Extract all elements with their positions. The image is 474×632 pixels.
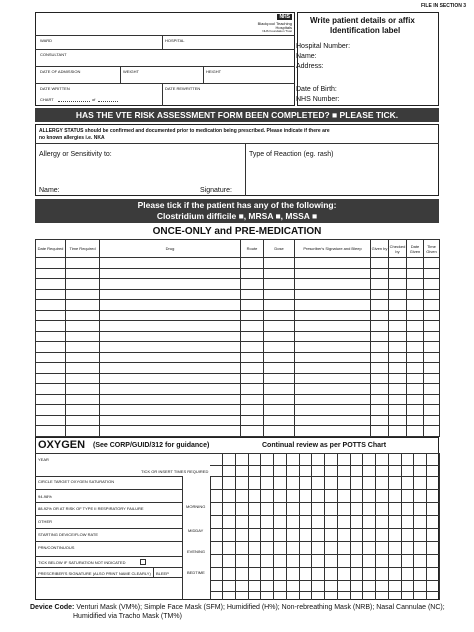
- once-only-cell[interactable]: [66, 405, 100, 416]
- once-only-cell[interactable]: [371, 331, 389, 342]
- once-only-cell[interactable]: [407, 310, 424, 321]
- once-only-cell[interactable]: [100, 405, 241, 416]
- once-only-cell[interactable]: [295, 310, 371, 321]
- once-only-cell[interactable]: [241, 310, 264, 321]
- oxygen-grid-row-line: [210, 476, 439, 477]
- header-prescriber: Prescriber's Signature and Bleep: [295, 240, 371, 258]
- once-only-cell[interactable]: [264, 352, 295, 363]
- once-only-cell[interactable]: [36, 426, 66, 437]
- oxygen-grid-row-line: [210, 554, 439, 555]
- once-only-cell[interactable]: [389, 426, 407, 437]
- once-only-row: [36, 289, 440, 300]
- once-only-cell[interactable]: [371, 300, 389, 311]
- once-only-cell[interactable]: [264, 331, 295, 342]
- oxygen-left-rows: [35, 476, 182, 600]
- allergy-status-line2: no known allergies i.e. NKA: [39, 135, 105, 141]
- once-only-cell[interactable]: [424, 426, 440, 437]
- once-only-cell[interactable]: [66, 394, 100, 405]
- weight-field[interactable]: WEIGHT: [123, 69, 139, 74]
- once-only-cell[interactable]: [241, 384, 264, 395]
- once-only-cell[interactable]: [100, 363, 241, 374]
- once-only-cell[interactable]: [389, 258, 407, 269]
- once-only-cell[interactable]: [371, 342, 389, 353]
- once-only-cell[interactable]: [100, 426, 241, 437]
- device-code-line1: Venturi Mask (VM%); Simple Face Mask (SFM); Humidified (H%); Non-rebreathing Mask (NRB); Nasal Cannulae (NC);: [76, 604, 445, 611]
- once-only-cell[interactable]: [36, 363, 66, 374]
- once-only-cell[interactable]: [389, 331, 407, 342]
- once-only-cell[interactable]: [36, 300, 66, 311]
- once-only-cell[interactable]: [36, 352, 66, 363]
- once-only-cell[interactable]: [36, 279, 66, 290]
- oxygen-row-starting-device[interactable]: STARTING DEVICE/FLOW RATE: [38, 532, 99, 537]
- device-code-line2: Humidified via Tracho Mask (TM%): [73, 613, 182, 620]
- once-only-table: [35, 239, 439, 437]
- once-only-cell[interactable]: [66, 310, 100, 321]
- once-only-cell[interactable]: [295, 300, 371, 311]
- once-only-cell[interactable]: [407, 363, 424, 374]
- oxygen-row-not-indicated: TICK BELOW IF SATURATION NOT INDICATED: [38, 560, 126, 565]
- oxygen-grid-row-line: [210, 453, 439, 454]
- once-only-cell[interactable]: [241, 289, 264, 300]
- once-only-cell[interactable]: [389, 394, 407, 405]
- once-only-cell[interactable]: [407, 426, 424, 437]
- once-only-cell[interactable]: [424, 384, 440, 395]
- once-only-row: [36, 258, 440, 269]
- infection-banner: [35, 199, 439, 223]
- header-drug: Drug: [100, 240, 241, 258]
- once-only-cell[interactable]: [407, 268, 424, 279]
- once-only-cell[interactable]: [389, 310, 407, 321]
- nhs-number-label: NHS Number:: [296, 96, 340, 103]
- header-given-by: Given by: [371, 240, 389, 258]
- oxygen-row-94-98[interactable]: 94-98%: [38, 494, 52, 499]
- once-only-cell[interactable]: [371, 268, 389, 279]
- once-only-cell[interactable]: [66, 268, 100, 279]
- once-only-cell[interactable]: [407, 300, 424, 311]
- once-only-cell[interactable]: [241, 426, 264, 437]
- logo-trust-line2: Hospitals: [275, 25, 292, 30]
- once-only-cell[interactable]: [407, 321, 424, 332]
- once-only-cell[interactable]: [407, 415, 424, 426]
- date-rewritten-field[interactable]: DATE REWRITTEN: [165, 86, 201, 91]
- once-only-cell[interactable]: [407, 394, 424, 405]
- once-only-cell[interactable]: [295, 331, 371, 342]
- once-only-cell[interactable]: [295, 258, 371, 269]
- once-only-cell[interactable]: [100, 279, 241, 290]
- once-only-cell[interactable]: [66, 352, 100, 363]
- oxygen-grid-row-line: [210, 580, 439, 581]
- once-only-row: [36, 415, 440, 426]
- consultant-field[interactable]: CONSULTANT: [40, 52, 67, 57]
- oxygen-grid-row-line: [210, 515, 439, 516]
- once-only-cell[interactable]: [66, 289, 100, 300]
- device-code-footer: [30, 604, 445, 611]
- ward-field[interactable]: WARD: [40, 38, 53, 43]
- once-only-cell[interactable]: [371, 426, 389, 437]
- once-only-cell[interactable]: [371, 258, 389, 269]
- allergy-name-field[interactable]: Name:: [39, 187, 60, 194]
- once-only-cell[interactable]: [241, 268, 264, 279]
- once-only-cell[interactable]: [66, 363, 100, 374]
- once-only-cell[interactable]: [371, 363, 389, 374]
- oxygen-row-prescriber-signature[interactable]: PRESCRIBER'S SIGNATURE (ALSO PRINT NAME CLEARLY): [38, 571, 151, 576]
- once-only-cell[interactable]: [424, 279, 440, 290]
- once-only-cell[interactable]: [424, 352, 440, 363]
- nhs-logo-icon: NHS: [279, 14, 290, 20]
- once-only-cell[interactable]: [424, 373, 440, 384]
- oxygen-date-grid[interactable]: [222, 453, 439, 600]
- once-only-cell[interactable]: [241, 352, 264, 363]
- once-only-cell[interactable]: [36, 321, 66, 332]
- once-only-cell[interactable]: [371, 321, 389, 332]
- once-only-cell[interactable]: [389, 300, 407, 311]
- once-only-cell[interactable]: [407, 405, 424, 416]
- once-only-cell[interactable]: [264, 279, 295, 290]
- allergy-sensitivity-field[interactable]: Allergy or Sensitivity to:: [39, 151, 112, 158]
- once-only-cell[interactable]: [371, 279, 389, 290]
- once-only-cell[interactable]: [424, 394, 440, 405]
- not-indicated-checkbox[interactable]: [140, 559, 146, 565]
- once-only-cell[interactable]: [66, 300, 100, 311]
- once-only-cell[interactable]: [36, 405, 66, 416]
- time-bedtime: BEDTIME: [187, 570, 205, 575]
- once-only-cell[interactable]: [66, 279, 100, 290]
- once-only-cell[interactable]: [100, 394, 241, 405]
- once-only-cell[interactable]: [371, 310, 389, 321]
- once-only-cell[interactable]: [424, 415, 440, 426]
- once-only-cell[interactable]: [371, 415, 389, 426]
- header-date-given: Date Given: [407, 240, 424, 258]
- once-only-cell[interactable]: [264, 310, 295, 321]
- once-only-cell[interactable]: [424, 342, 440, 353]
- once-only-cell[interactable]: [264, 342, 295, 353]
- header-time-given: Time Given: [424, 240, 440, 258]
- once-only-cell[interactable]: [241, 373, 264, 384]
- once-only-cell[interactable]: [389, 352, 407, 363]
- oxygen-row-target: CIRCLE TARGET OXYGEN SATURATION: [38, 479, 115, 484]
- header-checked-by: Checked by: [389, 240, 407, 258]
- oxygen-grid-row-line: [210, 541, 439, 542]
- once-only-cell[interactable]: [100, 258, 241, 269]
- header-date-required: Date Required: [36, 240, 66, 258]
- allergy-signature-field[interactable]: Signature:: [200, 187, 232, 194]
- once-only-cell[interactable]: [100, 415, 241, 426]
- once-only-cell[interactable]: [100, 289, 241, 300]
- once-only-cell[interactable]: [36, 289, 66, 300]
- once-only-cell[interactable]: [389, 268, 407, 279]
- once-only-row: [36, 394, 440, 405]
- once-only-cell[interactable]: [424, 310, 440, 321]
- oxygen-row-88-92[interactable]: 88-92% OR AT RISK OF TYPE II RESPIRATORY FAILURE: [38, 506, 144, 511]
- once-only-row: [36, 363, 440, 374]
- once-only-cell[interactable]: [295, 321, 371, 332]
- chart-field[interactable]: CHART: [40, 97, 54, 102]
- once-only-cell[interactable]: [100, 352, 241, 363]
- once-only-cell[interactable]: [407, 279, 424, 290]
- time-midday: MIDDAY: [188, 528, 204, 533]
- once-only-cell[interactable]: [100, 331, 241, 342]
- oxygen-review-note: Continual review as per POTTS Chart: [262, 442, 387, 449]
- height-field[interactable]: HEIGHT: [206, 69, 222, 74]
- address-label: Address:: [296, 63, 324, 70]
- once-only-cell[interactable]: [389, 321, 407, 332]
- once-only-cell[interactable]: [295, 268, 371, 279]
- once-only-cell[interactable]: [100, 342, 241, 353]
- once-only-cell[interactable]: [264, 384, 295, 395]
- once-only-row: [36, 268, 440, 279]
- oxygen-grid-row-line: [210, 502, 439, 503]
- once-only-cell[interactable]: [389, 289, 407, 300]
- once-only-row: [36, 310, 440, 321]
- once-only-cell[interactable]: [36, 394, 66, 405]
- once-only-cell[interactable]: [407, 331, 424, 342]
- once-only-cell[interactable]: [424, 405, 440, 416]
- id-label-title-2: Identification label: [330, 26, 401, 35]
- oxygen-row-prn[interactable]: PRN/CONTINUOUS: [38, 545, 75, 550]
- once-only-cell[interactable]: [264, 405, 295, 416]
- once-only-cell[interactable]: [389, 405, 407, 416]
- once-only-cell[interactable]: [241, 405, 264, 416]
- oxygen-grid-row-line: [210, 591, 439, 592]
- once-only-cell[interactable]: [241, 279, 264, 290]
- infection-line1: Please tick if the patient has any of the following:: [137, 200, 337, 210]
- once-only-cell[interactable]: [371, 373, 389, 384]
- once-only-cell[interactable]: [36, 258, 66, 269]
- once-only-cell[interactable]: [424, 300, 440, 311]
- once-only-cell[interactable]: [66, 258, 100, 269]
- tick-times-label: TICK OR INSERT TIMES REQUIRED: [141, 469, 209, 474]
- time-morning: MORNING: [186, 504, 206, 509]
- once-only-cell[interactable]: [295, 394, 371, 405]
- date-written-field[interactable]: DATE WRITTEN: [40, 86, 70, 91]
- once-only-cell[interactable]: [407, 384, 424, 395]
- oxygen-title: OXYGEN: [38, 439, 86, 451]
- once-only-row: [36, 426, 440, 437]
- once-only-cell[interactable]: [389, 373, 407, 384]
- once-only-cell[interactable]: [295, 384, 371, 395]
- oxygen-row-other[interactable]: OTHER: [38, 519, 52, 524]
- once-only-row: [36, 384, 440, 395]
- once-only-cell[interactable]: [36, 415, 66, 426]
- once-only-cell[interactable]: [36, 310, 66, 321]
- once-only-cell[interactable]: [66, 426, 100, 437]
- once-only-cell[interactable]: [295, 426, 371, 437]
- once-only-cell[interactable]: [295, 352, 371, 363]
- once-only-cell[interactable]: [424, 363, 440, 374]
- logo-trust-line3: NHS Foundation Trust: [262, 29, 292, 33]
- header-dose: Dose: [264, 240, 295, 258]
- oxygen-grid-row-line: [210, 528, 439, 529]
- once-only-cell[interactable]: [407, 352, 424, 363]
- once-only-cell[interactable]: [295, 405, 371, 416]
- once-only-cell[interactable]: [241, 415, 264, 426]
- once-only-cell[interactable]: [100, 384, 241, 395]
- once-only-cell[interactable]: [295, 363, 371, 374]
- once-only-cell[interactable]: [264, 289, 295, 300]
- once-only-cell[interactable]: [100, 321, 241, 332]
- once-only-cell[interactable]: [295, 289, 371, 300]
- oxygen-grid-row-line: [210, 489, 439, 490]
- once-only-cell[interactable]: [407, 373, 424, 384]
- once-only-title: ONCE-ONLY and PRE-MEDICATION: [152, 226, 322, 237]
- once-only-cell[interactable]: [424, 289, 440, 300]
- once-only-cell[interactable]: [36, 342, 66, 353]
- once-only-row: [36, 321, 440, 332]
- once-only-cell[interactable]: [36, 331, 66, 342]
- device-code-label: Device Code:: [30, 604, 75, 611]
- bleep-label: BLEEP: [156, 571, 169, 576]
- once-only-cell[interactable]: [264, 268, 295, 279]
- once-only-cell[interactable]: [100, 300, 241, 311]
- time-evening: EVENING: [187, 549, 206, 554]
- once-only-row: [36, 352, 440, 363]
- once-only-cell[interactable]: [66, 373, 100, 384]
- reaction-type-field[interactable]: Type of Reaction (eg. rash): [249, 151, 334, 158]
- once-only-cell[interactable]: [241, 321, 264, 332]
- once-only-cell[interactable]: [66, 342, 100, 353]
- hospital-field[interactable]: HOSPITAL: [165, 38, 185, 43]
- once-only-cell[interactable]: [66, 331, 100, 342]
- chart-of-label: of: [92, 97, 96, 102]
- dob-label: Date of Birth:: [296, 86, 337, 93]
- hospital-number-label: Hospital Number:: [296, 43, 351, 50]
- once-only-cell[interactable]: [241, 342, 264, 353]
- once-only-cell[interactable]: [264, 321, 295, 332]
- once-only-row: [36, 373, 440, 384]
- id-label-title-1: Write patient details or affix: [310, 16, 415, 25]
- oxygen-grid-column-line: [439, 453, 440, 600]
- once-only-cell[interactable]: [295, 373, 371, 384]
- once-only-cell[interactable]: [241, 258, 264, 269]
- once-only-cell[interactable]: [389, 342, 407, 353]
- trust-logo: [244, 13, 294, 35]
- once-only-cell[interactable]: [407, 289, 424, 300]
- once-only-cell[interactable]: [264, 363, 295, 374]
- file-section-note: FILE IN SECTION 3: [420, 3, 466, 9]
- once-only-row: [36, 331, 440, 342]
- once-only-cell[interactable]: [264, 300, 295, 311]
- allergy-status-line1: ALLERGY STATUS should be confirmed and documented prior to medication being prescribed. Please indicate if there are: [39, 128, 330, 134]
- once-only-cell[interactable]: [36, 384, 66, 395]
- logo-trust-line1: Blackpool Teaching: [257, 21, 292, 26]
- once-only-cell[interactable]: [371, 394, 389, 405]
- once-only-cell[interactable]: [100, 268, 241, 279]
- once-only-cell[interactable]: [66, 321, 100, 332]
- once-only-cell[interactable]: [100, 373, 241, 384]
- once-only-cell[interactable]: [389, 363, 407, 374]
- oxygen-grid-row-line: [210, 465, 439, 466]
- once-only-cell[interactable]: [295, 342, 371, 353]
- once-only-cell[interactable]: [389, 384, 407, 395]
- once-only-cell[interactable]: [241, 300, 264, 311]
- infection-line2[interactable]: Clostridium difficile ■, MRSA ■, MSSA ■: [156, 211, 318, 221]
- once-only-cell[interactable]: [389, 279, 407, 290]
- once-only-cell[interactable]: [264, 426, 295, 437]
- once-only-cell[interactable]: [241, 363, 264, 374]
- once-only-cell[interactable]: [36, 373, 66, 384]
- oxygen-guidance: (See CORP/GUID/312 for guidance): [93, 442, 210, 449]
- oxygen-year-label: YEAR: [38, 457, 49, 462]
- once-only-row: [36, 342, 440, 353]
- once-only-cell[interactable]: [389, 415, 407, 426]
- vte-banner: HAS THE VTE RISK ASSESSMENT FORM BEEN COMPLETED? ■ PLEASE TICK.: [35, 108, 439, 122]
- once-only-cell[interactable]: [264, 258, 295, 269]
- once-only-cell[interactable]: [371, 405, 389, 416]
- once-only-cell[interactable]: [36, 268, 66, 279]
- once-only-cell[interactable]: [264, 415, 295, 426]
- once-only-cell[interactable]: [371, 352, 389, 363]
- once-only-row: [36, 405, 440, 416]
- once-only-cell[interactable]: [371, 384, 389, 395]
- once-only-row: [36, 300, 440, 311]
- once-only-cell[interactable]: [424, 258, 440, 269]
- date-of-admission-field[interactable]: DATE OF ADMISSION: [40, 69, 81, 74]
- once-only-cell[interactable]: [66, 384, 100, 395]
- header-route: Route: [241, 240, 264, 258]
- once-only-cell[interactable]: [241, 331, 264, 342]
- oxygen-grid-row-line: [210, 567, 439, 568]
- once-only-cell[interactable]: [241, 394, 264, 405]
- once-only-cell[interactable]: [295, 279, 371, 290]
- once-only-cell[interactable]: [264, 394, 295, 405]
- name-label: Name:: [296, 53, 317, 60]
- once-only-cell[interactable]: [424, 331, 440, 342]
- once-only-cell[interactable]: [424, 268, 440, 279]
- once-only-cell[interactable]: [100, 310, 241, 321]
- once-only-cell[interactable]: [295, 415, 371, 426]
- header-time-required: Time Required: [66, 240, 100, 258]
- once-only-cell[interactable]: [66, 415, 100, 426]
- once-only-cell[interactable]: [407, 342, 424, 353]
- once-only-cell[interactable]: [371, 289, 389, 300]
- once-only-cell[interactable]: [264, 373, 295, 384]
- once-only-row: [36, 279, 440, 290]
- once-only-cell[interactable]: [407, 258, 424, 269]
- once-only-cell[interactable]: [424, 321, 440, 332]
